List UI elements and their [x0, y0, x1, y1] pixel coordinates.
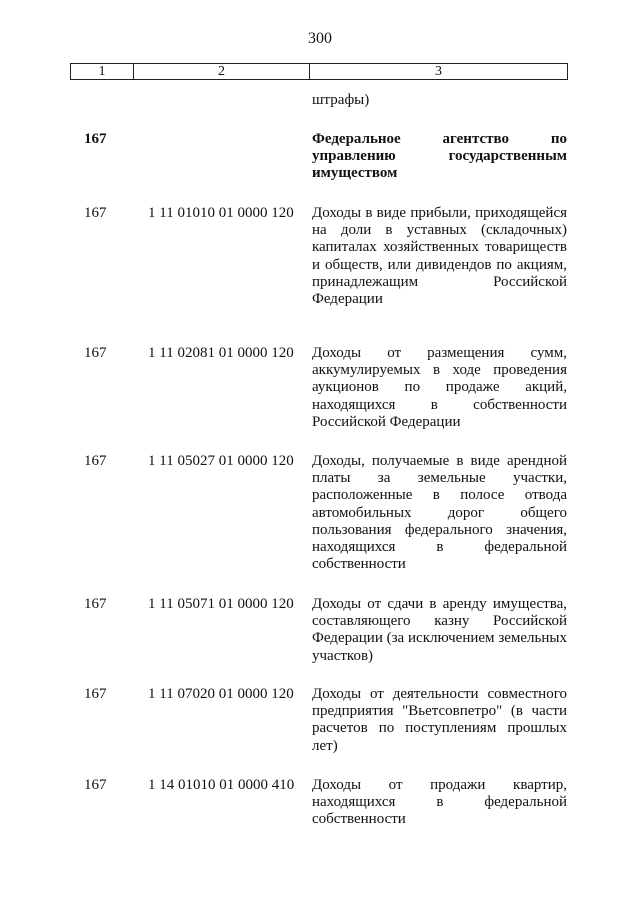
- revenue-code: 1 11 01010 01 0000 120: [148, 205, 294, 221]
- column-header-row: [70, 63, 568, 80]
- admin-code: 167: [84, 131, 107, 147]
- revenue-code: 1 11 05071 01 0000 120: [148, 596, 294, 612]
- revenue-name: Доходы от размещения сумм, аккумулируемых в ходе проведения аукционов по продаже акций, находящихся в собственности Российской Федерации: [312, 345, 567, 430]
- admin-code: 167: [84, 596, 107, 612]
- revenue-name: Доходы от продажи квартир, находящихся в федеральной собственности: [312, 777, 567, 828]
- revenue-name: Доходы от деятельности совместного предприятия "Вьетсовпетро" (в части расчетов по поступлениям прошлых лет): [312, 686, 567, 754]
- admin-code: 167: [84, 345, 107, 361]
- revenue-code: 1 11 05027 01 0000 120: [148, 453, 294, 469]
- revenue-name: Доходы от сдачи в аренду имущества, составляющего казну Российской Федерации (за исключением земельных участков): [312, 596, 567, 664]
- revenue-code: 1 11 07020 01 0000 120: [148, 686, 294, 702]
- admin-code: 167: [84, 453, 107, 469]
- admin-code: 167: [84, 777, 107, 793]
- revenue-code: 1 14 01010 01 0000 410: [148, 777, 295, 793]
- page-number: 300: [308, 30, 332, 47]
- column-header-3: 3: [435, 64, 442, 79]
- column-header-2: 2: [134, 64, 310, 79]
- column-header-1: 1: [71, 64, 134, 79]
- revenue-code: 1 11 02081 01 0000 120: [148, 345, 294, 361]
- revenue-name: Федеральное агентство по управлению государственным имуществом: [312, 131, 567, 182]
- continuation-text: штрафы): [312, 92, 370, 108]
- revenue-name: Доходы, получаемые в виде арендной платы за земельные участки, расположенные в полосе отвода автомобильных дорог общего пользования федерального значения, находящихся в федеральной собственности: [312, 453, 567, 573]
- admin-code: 167: [84, 686, 107, 702]
- admin-code: 167: [84, 205, 107, 221]
- revenue-name: Доходы в виде прибыли, приходящейся на доли в уставных (складочных) капиталах хозяйственных товариществ и обществ, или дивидендов по акциям, принадлежащим Российской Федерации: [312, 205, 567, 308]
